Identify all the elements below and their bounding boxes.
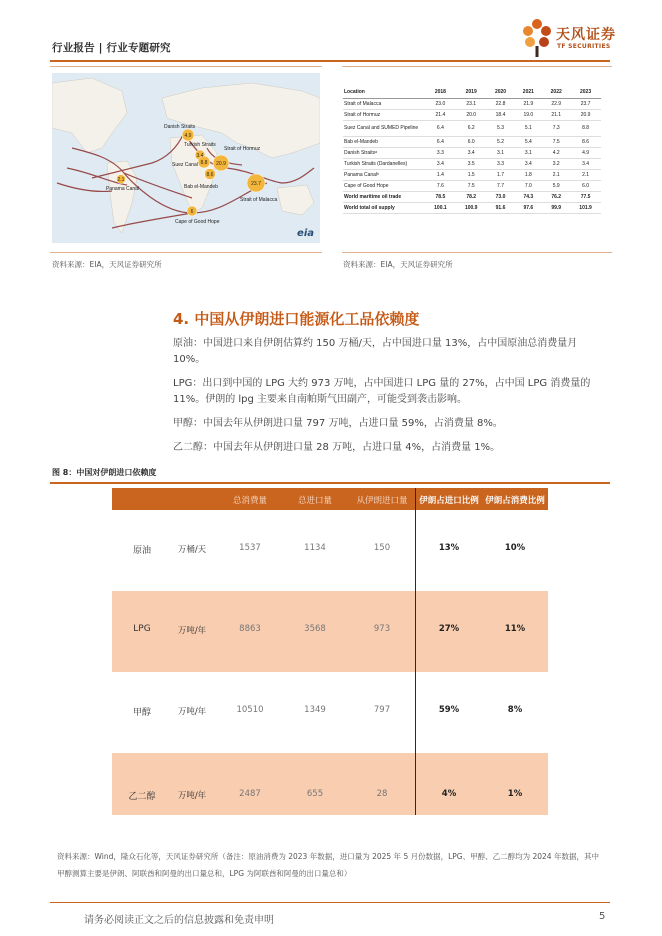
imports: 1349 [304,705,326,715]
header-consumption-share: 伊朗占消费比例 [485,496,545,506]
footer-disclaimer: 请务必阅读正文之后的信息披露和免责申明 [84,915,274,926]
table-bottom-rule [342,252,612,253]
consumption: 2487 [239,789,261,799]
table-row-total: World maritime oil trade 78.5 78.2 73.0 74.3 76.2 77.5 [343,191,601,202]
danish-label: Danish Straits [164,124,196,130]
danish-value: 4.9 [184,133,192,139]
footer-divider [50,902,610,903]
page-number: 5 [599,911,606,922]
table-row: Turkish Straits (Dardanelles) 3.4 3.5 3.3 3.4 3.2 3.4 [343,158,601,169]
chokepoint-flow-table [343,86,601,214]
consumption-share: 1% [507,789,523,799]
table-row-total: World total oil supply 100.1 100.9 91.6 97.6 99.9 101.9 [343,202,601,213]
column-header: 2018 [425,86,456,98]
table-row: Panama Canalᵇ 1.4 1.5 1.7 1.8 2.1 2.1 [343,169,601,180]
unit: 万桶/天 [177,545,207,555]
imports: 3568 [304,624,326,634]
map-source: 资料来源：EIA，天风证券研究所 [52,260,162,269]
logo-text-cn: 天风证券 [556,27,616,43]
paragraph-crude-oil: 原油：中国进口来自伊朗估算约 150 万桶/天，占中国进口量 13%，占中国原油总消费量月 10%。 [173,338,578,365]
map-bottom-rule [50,252,322,253]
imports: 1134 [304,543,326,553]
imports: 655 [306,789,324,799]
highlight-divider [415,488,416,815]
figure-note-line-2: 甲醇测算主要是伊朗、阿联酋和阿曼的出口量总和，LPG 为阿联酋和阿曼的出口量总和） [57,869,352,878]
table-row [112,591,548,672]
import-share: 4% [441,789,457,799]
from-iran: 28 [376,789,388,799]
bab-value: 8.6 [206,172,214,178]
malacca-label: Strait of Malacca [240,197,278,203]
table-header-row [112,488,548,510]
malacca-value: 23.7 [251,181,261,187]
consumption: 10510 [236,705,264,715]
table-row: Strait of Hormuz 21.4 20.0 18.4 19.0 21.1 20.9 [343,109,601,120]
consumption-share: 8% [507,705,523,715]
column-header: 2023 [570,86,601,98]
cape-label: Cape of Good Hope [175,219,220,225]
header-divider [50,60,610,62]
table-row [112,753,548,815]
bab-label: Bab el-Mandeb [184,184,218,190]
table-row: Danish Straitsᵃ 3.3 3.4 3.1 3.1 4.2 4.9 [343,147,601,158]
map-top-rule [50,66,322,67]
from-iran: 797 [373,705,391,715]
suez-label: Suez Canal [172,162,198,168]
header-total-consumption: 总消费量 [232,496,267,506]
table-row: Bab el-Mandeb 6.4 6.0 5.2 5.4 7.5 8.6 [343,136,601,147]
cape-value: 6 [190,209,194,215]
flower-logo-icon [520,18,554,58]
import-share: 27% [438,624,460,634]
world-map-graphic [52,73,320,243]
table-row [112,510,548,591]
import-share: 13% [438,543,460,553]
consumption-share: 11% [504,624,526,634]
chokepoint-map [52,73,320,243]
suez-value: 8.8 [200,160,208,166]
eia-logo: eia [297,228,314,239]
header-import-share: 伊朗占进口比例 [419,496,479,506]
header-total-imports: 总进口量 [297,496,332,506]
figure-note-line-1: 资料来源：Wind，隆众石化等，天风证券研究所（备注：原油消费为 2023 年数据，进口量为 2025 年 5 月份数据，LPG、甲醇、乙二醇均为 2024 年数据，其中 [57,852,599,861]
table-header-row [343,86,601,98]
company-logo [520,18,620,60]
product-name: LPG [133,624,151,634]
unit: 万吨/年 [177,791,207,801]
header-imports-from-iran: 从伊朗进口量 [356,496,408,506]
product-name: 乙二醇 [128,792,156,802]
panama-label: Panama Canal [106,186,140,192]
panama-value: 2.1 [117,177,125,183]
column-header: 2021 [514,86,542,98]
column-header: 2022 [542,86,570,98]
section-title: 4. 中国从伊朗进口能源化工品依赖度 [173,310,420,328]
paragraph-lpg: LPG：出口到中国的 LPG 大约 973 万吨，占中国进口 LPG 量的 27%，占中国 LPG 消费量的 11%。伊朗的 lpg 主要来自南帕斯气田副产，可能受到袭击影响。 [173,378,591,405]
hormuz-label: Strait of Hormuz [224,146,261,152]
figure-divider [50,482,610,484]
paragraph-methanol: 甲醇：中国去年从伊朗进口量 797 万吨，占进口量 59%，占消费量 8%。 [173,418,503,429]
column-header: 2019 [456,86,487,98]
turkish-value: 3.4 [196,153,204,159]
hormuz-value: 20.9 [216,161,226,167]
report-category: 行业报告 | 行业专题研究 [52,42,171,54]
unit: 万吨/年 [177,707,207,717]
table-row: Cape of Good Hope 7.6 7.5 7.7 7.0 5.9 6.0 [343,180,601,191]
from-iran: 973 [373,624,391,634]
from-iran: 150 [373,543,391,553]
table-row [112,672,548,753]
column-header: Location [343,86,425,98]
turkish-label: Turkish Straits [184,142,216,148]
import-share: 59% [438,705,460,715]
figure-title: 图 8：中国对伊朗进口依赖度 [52,468,157,477]
product-name: 原油 [132,546,151,556]
product-name: 甲醇 [132,708,151,718]
consumption: 1537 [239,543,261,553]
consumption: 8863 [239,624,261,634]
logo-text-en: TF SECURITIES [557,43,611,50]
consumption-share: 10% [504,543,526,553]
table-top-rule [342,66,612,67]
table-row: Suez Canal and SUMED Pipeline 6.4 6.2 5.3 5.1 7.3 8.8 [343,120,601,136]
column-header: 2020 [487,86,515,98]
paragraph-ethylene-glycol: 乙二醇：中国去年从伊朗进口量 28 万吨，占进口量 4%，占消费量 1%。 [173,442,501,453]
unit: 万吨/年 [177,626,207,636]
table-source: 资料来源：EIA，天风证券研究所 [343,260,453,269]
table-row: Strait of Malacca 23.0 23.1 22.8 21.9 22.9 23.7 [343,98,601,109]
